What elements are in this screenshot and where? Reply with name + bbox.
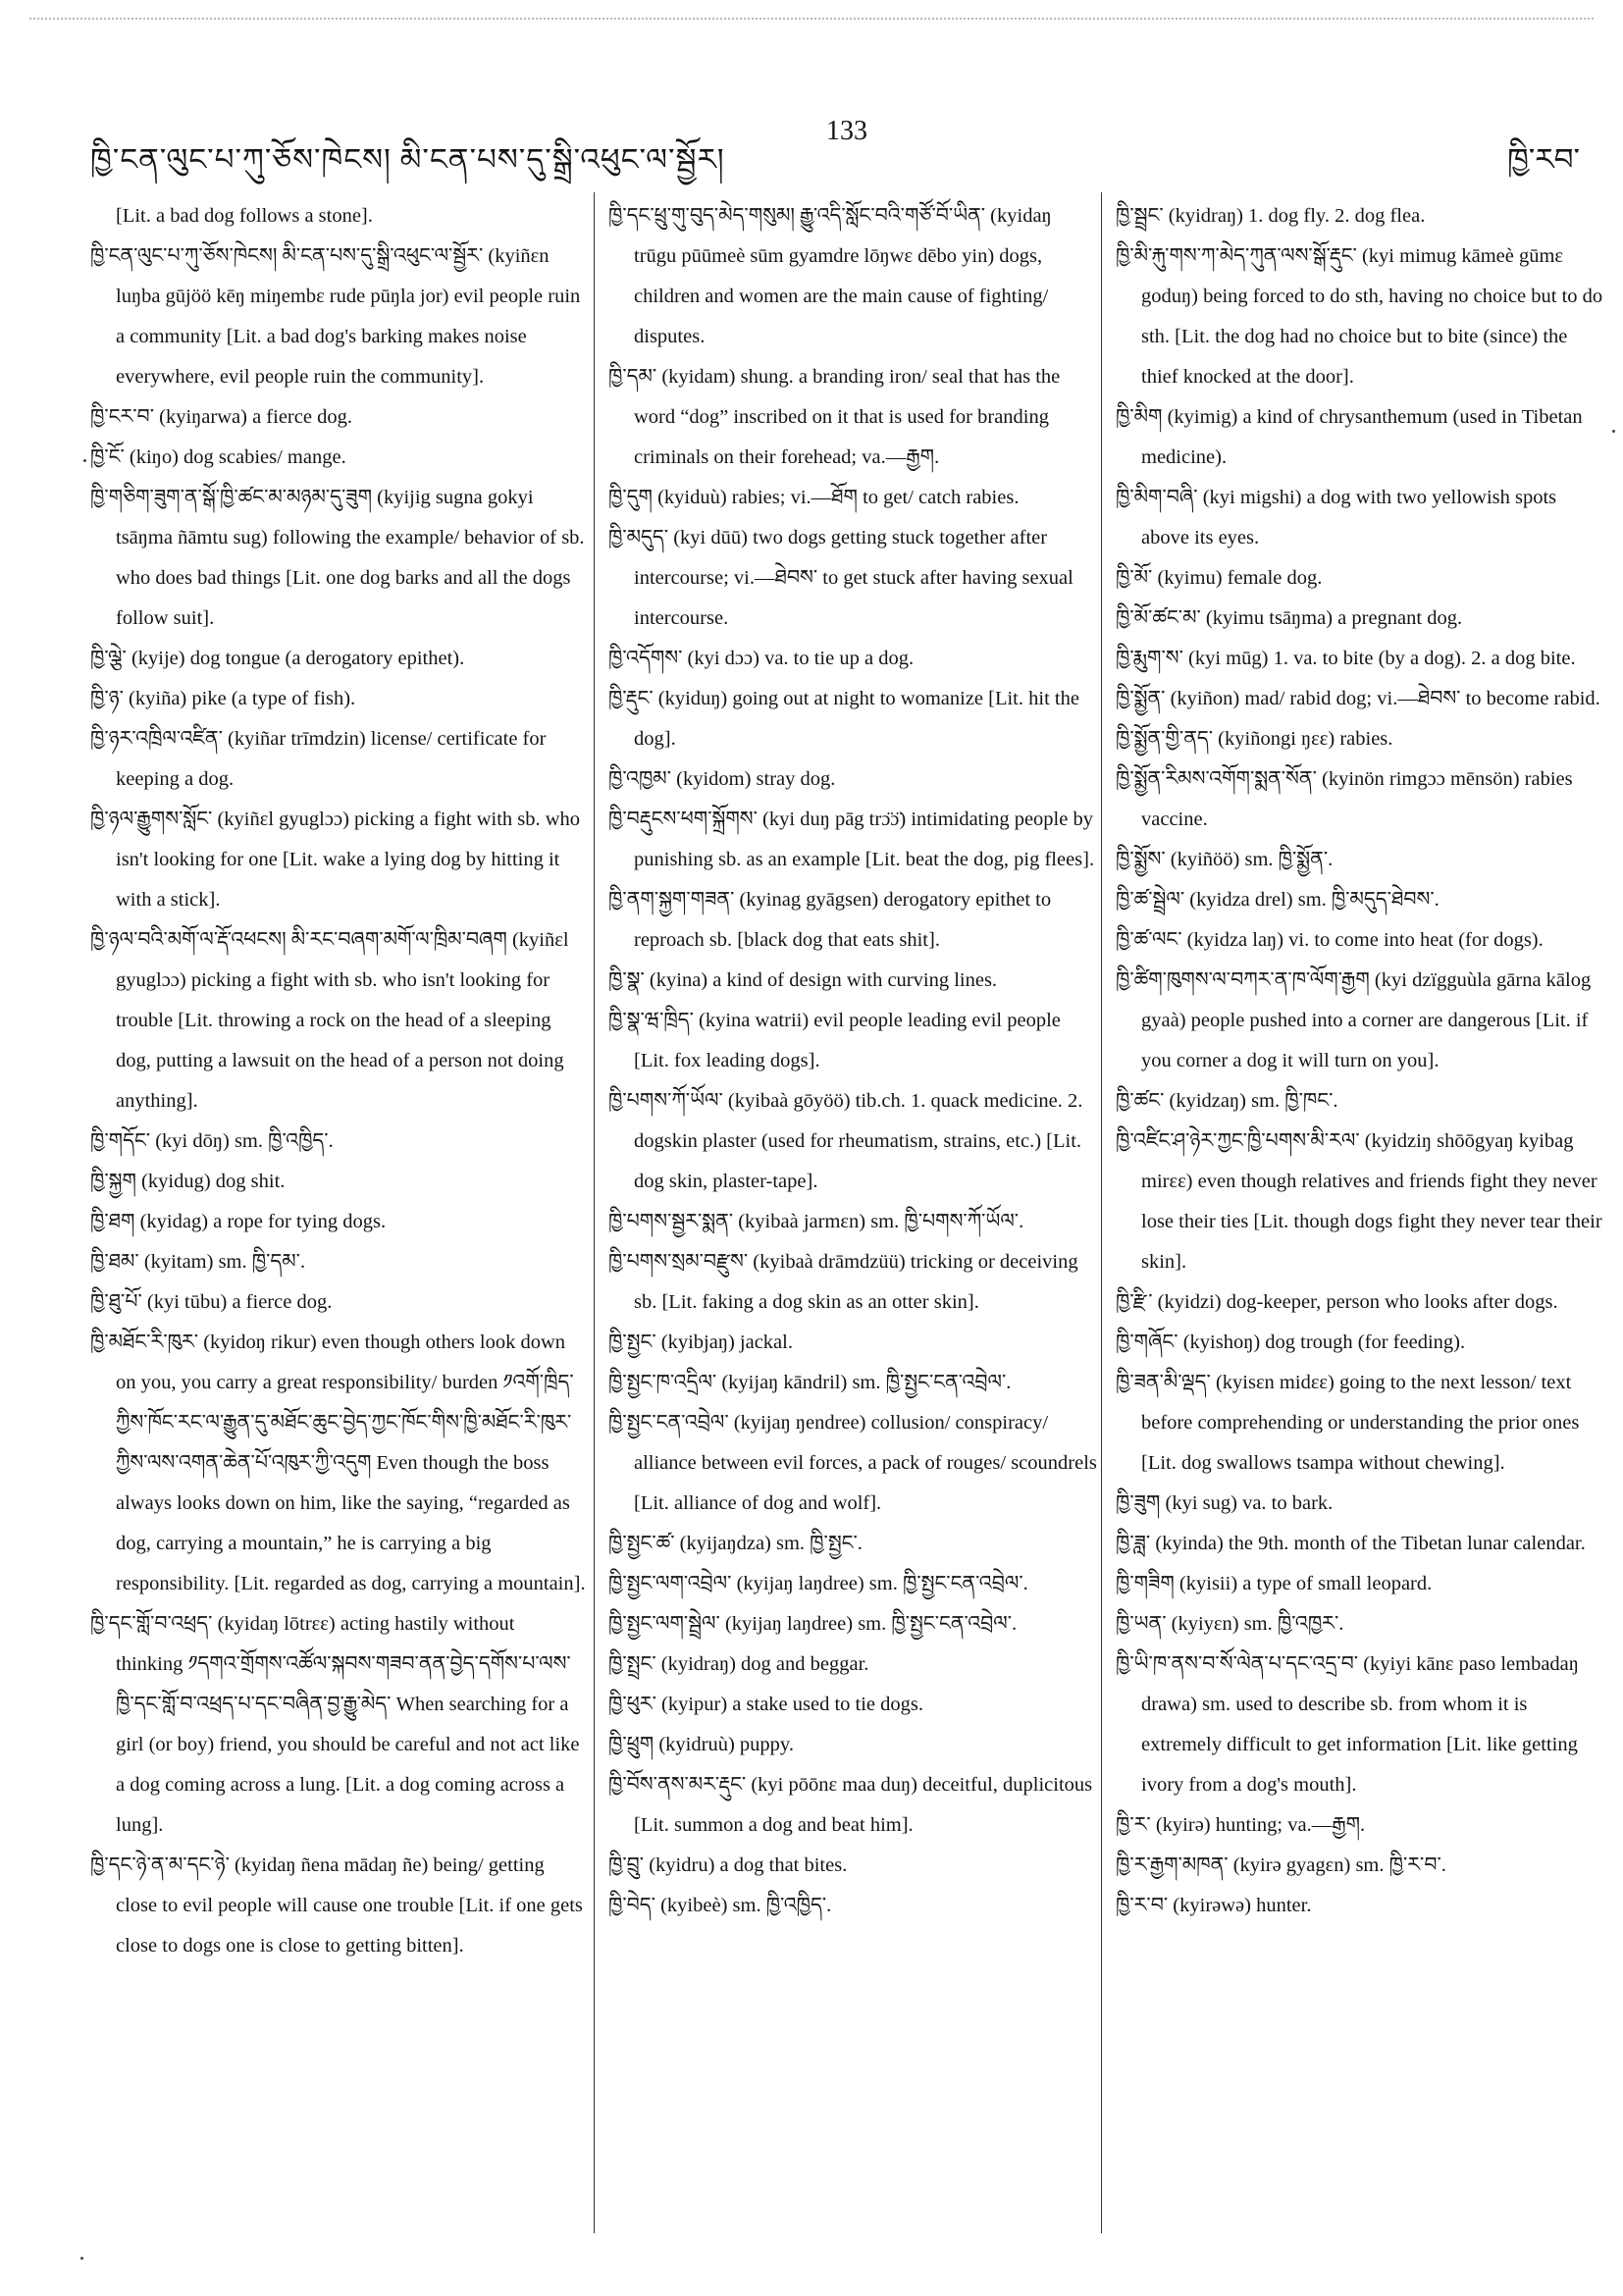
dictionary-entry: ཁྱི་གཅིག་ཟུག་ན་སྒོ་ཁྱི་ཚང་མ་མཉམ་དུ་ཟུག (kyijig sugna gokyi tsāŋma ñāmtu sug) following the example/ behavior of sb. who does bad things [Lit. one dog barks and all the dogs follow suit]. — [90, 487, 585, 629]
margin-mark — [1612, 430, 1615, 433]
column-2 — [608, 196, 1099, 1926]
dictionary-entry: ཁྱི་ནག་སྐྱག་གཟན་ (kyinag gyāgsen) derogatory epithet to reproach sb. [black dog that eats shit]. — [608, 889, 1052, 951]
dictionary-entry: ཁྱི་ཕུར་ (kyipur) a stake used to tie dogs. — [608, 1694, 924, 1715]
dictionary-entry: ཁྱི་འདོགས་ (kyi dɔɔ) va. to tie up a dog. — [608, 648, 915, 669]
dictionary-entry: ཁྱི་ངོ་ (kiŋo) dog scabies/ mange. — [90, 446, 346, 468]
dictionary-entry: ཁྱི་མིག (kyimig) a kind of chrysanthemum (used in Tibetan medicine). — [1116, 406, 1583, 468]
dictionary-entry: ཁྱི་ཟན་མི་ལྡད་ (kyisɛn midɛɛ) going to the next lesson/ text before comprehending or understanding the prior ones [Lit. dog swallows tsampa without chewing]. — [1116, 1372, 1580, 1474]
dictionary-entry: ཁྱི་ར་ (kyirə) hunting; va.—རྒྱག. — [1116, 1814, 1366, 1836]
dictionary-entry: ཁྱི་ངན་ལུང་པ་ཀུ་ཅོས་ཁེངས། མི་ངན་པས་དུ་སྒྲི་འཕུང་ལ་སྦྱོར་ (kyiñɛn luŋba gūjöö kēŋ miŋembɛ rude pūŋla jor) evil people ruin a community [Lit. a bad dog's barking makes noise everywhere, evil people ruin the community]. — [90, 245, 581, 388]
dictionary-entry: ཁྱི་བེད་ (kyibeè) sm. ཁྱི་འཁྱིད་. — [608, 1895, 832, 1916]
dictionary-entry: ཁྱི་རྫི་ (kyidzi) dog-keeper, person who looks after dogs. — [1116, 1291, 1558, 1313]
dictionary-entry: ཁྱི་སྤྱང་ལག་འབྲེལ་ (kyijaŋ laŋdree) sm. ཁྱི་སྤྱང་ངན་འབྲེལ་. — [608, 1573, 1028, 1594]
dictionary-entry: ཁྱི་སྤྱང་ངན་འབྲེལ་ (kyijaŋ ŋendree) collusion/ conspiracy/ alliance between evil forces, a pack of rouges/ scoundrels [Lit. alliance of dog and wolf]. — [608, 1412, 1097, 1514]
dictionary-entry: ཁྱི་སྦྲང་ (kyidraŋ) 1. dog fly. 2. dog flea. — [1116, 205, 1426, 227]
dictionary-entry: ཁྱི་སྤྱང་ (kyibjaŋ) jackal. — [608, 1331, 793, 1353]
dictionary-entry: ཁྱི་རྨུག་ས་ (kyi mūg) 1. va. to bite (by a dog). 2. a dog bite. — [1116, 648, 1576, 669]
dictionary-entry: ཁྱི་ཟུག (kyi sug) va. to bark. — [1116, 1492, 1334, 1514]
margin-mark — [80, 2257, 83, 2260]
dictionary-entry: ཁྱི་སྣ་ (kyina) a kind of design with curving lines. — [608, 969, 998, 991]
dictionary-entry: ཁྱི་ར་རྒྱག་མཁན་ (kyirə gyagɛn) sm. ཁྱི་ར་བ་. — [1116, 1854, 1446, 1876]
dictionary-entry: ཁྱི་སྨྱོན་རིམས་འགོག་སྨན་སོན་ (kyinön rimgɔɔ mēnsön) rabies vaccine. — [1116, 768, 1573, 830]
dictionary-entry: ཁྱི་བྲུ་ (kyidru) a dog that bites. — [608, 1854, 848, 1876]
entry-continuation: [Lit. a bad dog follows a stone]. — [116, 205, 373, 227]
column-divider — [1101, 192, 1102, 2233]
dictionary-entry: ཁྱི་སྤྲང་ (kyidraŋ) dog and beggar. — [608, 1653, 869, 1675]
dictionary-entry: ཁྱི་པགས་ཀོ་ཡོལ་ (kyibaà gōyöö) tib.ch. 1. quack medicine. 2. dogskin plaster (used for rheumatism, strains, etc.) [Lit. dog skin, plaster-tape]. — [608, 1090, 1083, 1192]
dictionary-entry: ཁྱི་དང་ཉེ་ན་མ་དང་ཉེ་ (kyidaŋ ñena mādaŋ ñe) being/ getting close to evil people will cause one trouble [Lit. if one gets close to dogs one is close to getting bitten]. — [90, 1854, 583, 1957]
dictionary-entry: ཁྱི་མོ་ཚང་མ་ (kyimu tsāŋma) a pregnant dog. — [1116, 607, 1463, 629]
dictionary-entry: ཁྱི་དང་ཕྲུ་གུ་བུད་མེད་གསུམ། རྒྱུ་འདི་སློང་བའི་གཙོ་བོ་ཡིན་ (kyidaŋ trūgu pūūmeè sūm gyamdre lōŋwɛ dēbo yin) dogs, children and women are the main cause of fighting/ disputes. — [608, 205, 1052, 347]
running-head-left: ཁྱི་ངན་ལུང་པ་ཀུ་ཅོས་ཁེངས། མི་ངན་པས་དུ་སྒྲི་འཕུང་ལ་སྦྱོར། — [90, 142, 725, 177]
dictionary-entry: ཁྱི་སྨྱོན་གྱི་ནད་ (kyiñongi ŋɛɛ) rabies. — [1116, 728, 1393, 750]
dictionary-entry: ཁྱི་པགས་སྦྱར་སྨན་ (kyibaà jarmɛn) sm. ཁྱི་པགས་ཀོ་ཡོལ་. — [608, 1211, 1024, 1232]
dictionary-entry: ཁྱི་ཐམ་ (kyitam) sm. ཁྱི་དམ་. — [90, 1251, 306, 1273]
dictionary-entry: ཁྱི་མཐོང་རི་ཁུར་ (kyidoŋ rikur) even though others look down on you, you carry a great responsibility/ burden ༡འགོ་ཁྲིད་ཀྱིས་ཁོང་རང་ལ་རྒྱུན་དུ་མཐོང་ཆུང་བྱེད་ཀྱང་ཁོང་གིས་ཁྱི་མཐོང་རི་ཁུར་ཀྱིས་ལས་འགན་ཆེན་པོ་འཁུར་ཀྱི་འདུག Even though the boss always looks down on him, like the saying, “regarded as dog, carrying a mountain,” he is carrying a big responsibility. [Lit. regarded as dog, carrying a mountain]. — [90, 1331, 586, 1594]
dictionary-entry: ཁྱི་སྨྱོན་ (kyiñon) mad/ rabid dog; vi.—ཐེབས་ to become rabid. — [1116, 688, 1600, 709]
dictionary-entry: ཁྱི་སྨྱོས་ (kyiñöö) sm. ཁྱི་སྨྱོན་. — [1116, 849, 1334, 870]
dictionary-entry: ཁྱི་ངར་བ་ (kyiŋarwa) a fierce dog. — [90, 406, 352, 428]
dictionary-entry: ཁྱི་ཉ་ (kyiña) pike (a type of fish). — [90, 688, 356, 709]
dictionary-entry: ཁྱི་སྤྱང་ཁ་འདྲིལ་ (kyijaŋ kāndril) sm. ཁྱི་སྤྱང་ངན་འབྲེལ་. — [608, 1372, 1012, 1393]
running-head-right: ཁྱི་རབ་ — [1507, 142, 1580, 177]
column-divider — [594, 192, 595, 2233]
column-1 — [90, 196, 586, 1966]
dictionary-entry: ཁྱི་ཚ་ལང་ (kyidza laŋ) vi. to come into heat (for dogs). — [1116, 929, 1544, 951]
dictionary-entry: ཁྱི་གདོང་ (kyi dōŋ) sm. ཁྱི་འཁྱིད་. — [90, 1130, 334, 1152]
dictionary-entry: ཁྱི་རྡུང་ (kyiduŋ) going out at night to womanize [Lit. hit the dog]. — [608, 688, 1079, 750]
dictionary-entry: ཁྱི་དུག (kyiduù) rabies; vi.—ཐོག to get/ catch rabies. — [608, 487, 1020, 508]
column-3 — [1116, 196, 1606, 1926]
dictionary-entry: ཁྱི་སྤྱང་ཚ་ (kyijaŋdza) sm. ཁྱི་སྤྱང་. — [608, 1533, 863, 1554]
dictionary-entry: ཁྱི་འཛིང་ཤ་ཉེར་ཀྱང་ཁྱི་པགས་མི་རལ་ (kyidziŋ shōōgyaŋ kyibag mirɛɛ) even though relatives and friends fight they never lose their ties [Lit. though dogs fight they never tear their skin]. — [1116, 1130, 1602, 1273]
dictionary-entry: ཁྱི་དང་གློ་བ་འཕྲད་ (kyidaŋ lōtrɛɛ) acting hastily without thinking ༡དགའ་གྲོགས་འཚོལ་སྐབས་གཟབ་ནན་བྱེད་དགོས་པ་ལས་ཁྱི་དང་གློ་བ་འཕྲད་པ་དང་བཞིན་བྱ་རྒྱུ་མེད་ When searching for a girl (or boy) friend, you should be careful and not act like a dog coming across a lung. [Lit. a dog coming across a lung]. — [90, 1613, 580, 1836]
dictionary-entry: ཁྱི་ལྕེ་ (kyije) dog tongue (a derogatory epithet). — [90, 648, 465, 669]
dictionary-entry: ཁྱི་ཉལ་བའི་མགོ་ལ་རྡོ་འཕངས། མི་རང་བཞག་མགོ་ལ་ཁྲིམ་བཞག (kyiñɛl gyuglɔɔ) picking a fight with sb. who isn't looking for trouble [Lit. throwing a rock on the head of a sleeping dog, putting a lawsuit on the head of a person not doing anything]. — [90, 929, 569, 1112]
dictionary-entry: ཁྱི་ཡི་ཁ་ནས་བ་སོ་ལེན་པ་དང་འདྲ་བ་ (kyiyi kānɛ paso lembadaŋ drawa) sm. used to describe sb. from whom it is extremely difficult to get information [Lit. like getting ivory from a dog's mouth]. — [1116, 1653, 1579, 1796]
dictionary-entry: ཁྱི་ཡན་ (kyiyɛn) sm. ཁྱི་འཁྱར་. — [1116, 1613, 1344, 1635]
dictionary-entry: ཁྱི་དམ་ (kyidam) shung. a branding iron/ seal that has the word “dog” inscribed on it that is used for branding criminals on their forehead; va.—རྒྱག. — [608, 366, 1061, 468]
dictionary-entry: ཁྱི་འཁྱམ་ (kyidom) stray dog. — [608, 768, 836, 790]
dictionary-entry: ཁྱི་ཕྲུག (kyidruù) puppy. — [608, 1734, 794, 1755]
dictionary-entry: ཁྱི་སྤྱང་ལག་སྦྲེལ་ (kyijaŋ laŋdree) sm. ཁྱི་སྤྱང་ངན་འབྲེལ་. — [608, 1613, 1018, 1635]
dictionary-entry: ཁྱི་མི་རྐུ་གས་ཀ་མེད་ཀུན་ལས་སྒོ་རྡུང་ (kyi mimug kāmeè gūmɛ goduŋ) being forced to do sth, having no choice but to do sth. [Lit. the dog had no choice but to bite (since) the thief knocked at the door]. — [1116, 245, 1603, 388]
dictionary-entry: ཁྱི་སྐྱག (kyidug) dog shit. — [90, 1171, 286, 1192]
dictionary-entry: ཁྱི་ཚ་སྦྲེལ་ (kyidza drel) sm. ཁྱི་མདུད་ཐེབས་. — [1116, 889, 1440, 911]
dictionary-entry: ཁྱི་མིག་བཞི་ (kyi migshi) a dog with two yellowish spots above its eyes. — [1116, 487, 1557, 548]
margin-mark — [83, 459, 86, 462]
dictionary-entry: ཁྱི་ཟླ་ (kyinda) the 9th. month of the Tibetan lunar calendar. — [1116, 1533, 1586, 1554]
dictionary-entry: ཁྱི་ཐུ་པོ་ (kyi tūbu) a fierce dog. — [90, 1291, 333, 1313]
dictionary-entry: ཁྱི་ར་བ་ (kyirəwə) hunter. — [1116, 1895, 1312, 1916]
dictionary-entry: ཁྱི་བརྡུངས་ཕག་སྐྲོགས་ (kyi duŋ pāg trɔ̈ɔ̈) intimidating people by punishing sb. as an example [Lit. beat the dog, pig flees]. — [608, 809, 1095, 870]
dictionary-entry: ཁྱི་ཚང་ (kyidzaŋ) sm. ཁྱི་ཁང་. — [1116, 1090, 1338, 1112]
dictionary-entry: ཁྱི་ཉལ་རྒྱུགས་སློང་ (kyiñɛl gyuglɔɔ) picking a fight with sb. who isn't looking for one [Lit. wake a lying dog by hitting it with a stick]. — [90, 809, 581, 911]
dictionary-entry: ཁྱི་གཟིག (kyisii) a type of small leopard. — [1116, 1573, 1433, 1594]
dictionary-entry: ཁྱི་བོས་ནས་མར་རྡུང་ (kyi pōōnɛ maa duŋ) deceitful, duplicitous [Lit. summon a dog and beat him]. — [608, 1774, 1093, 1836]
dictionary-entry: ཁྱི་གཞོང་ (kyishoŋ) dog trough (for feeding). — [1116, 1331, 1466, 1353]
dictionary-entry: ཁྱི་མོ་ (kyimu) female dog. — [1116, 567, 1323, 589]
dictionary-entry: ཁྱི་པགས་སྲམ་བརྫུས་ (kyibaà drāmdzüü) tricking or deceiving sb. [Lit. faking a dog skin as an otter skin]. — [608, 1251, 1078, 1313]
dictionary-entry: ཁྱི་མདུད་ (kyi dūū) two dogs getting stuck together after intercourse; vi.—ཐེབས་ to get stuck after having sexual intercourse. — [608, 527, 1073, 629]
dictionary-entry: ཁྱི་སྣ་ཝ་ཁྲིད་ (kyina watrii) evil people leading evil people [Lit. fox leading dogs]. — [608, 1010, 1061, 1071]
scan-edge-dots — [29, 18, 1594, 22]
dictionary-entry: ཁྱི་ཚིག་ཁུགས་ལ་བཀར་ན་ཁ་ལོག་རྒྱག (kyi dzïgguùla gārna kālog gyaà) people pushed into a corner are dangerous [Lit. if you corner a dog it will turn on you]. — [1116, 969, 1592, 1071]
dictionary-entry: ཁྱི་ཉར་འཁྲིལ་འཛིན་ (kyiñar trīmdzin) license/ certificate for keeping a dog. — [90, 728, 547, 790]
dictionary-entry: ཁྱི་ཐག (kyidag) a rope for tying dogs. — [90, 1211, 387, 1232]
page-number: 133 — [826, 116, 867, 146]
